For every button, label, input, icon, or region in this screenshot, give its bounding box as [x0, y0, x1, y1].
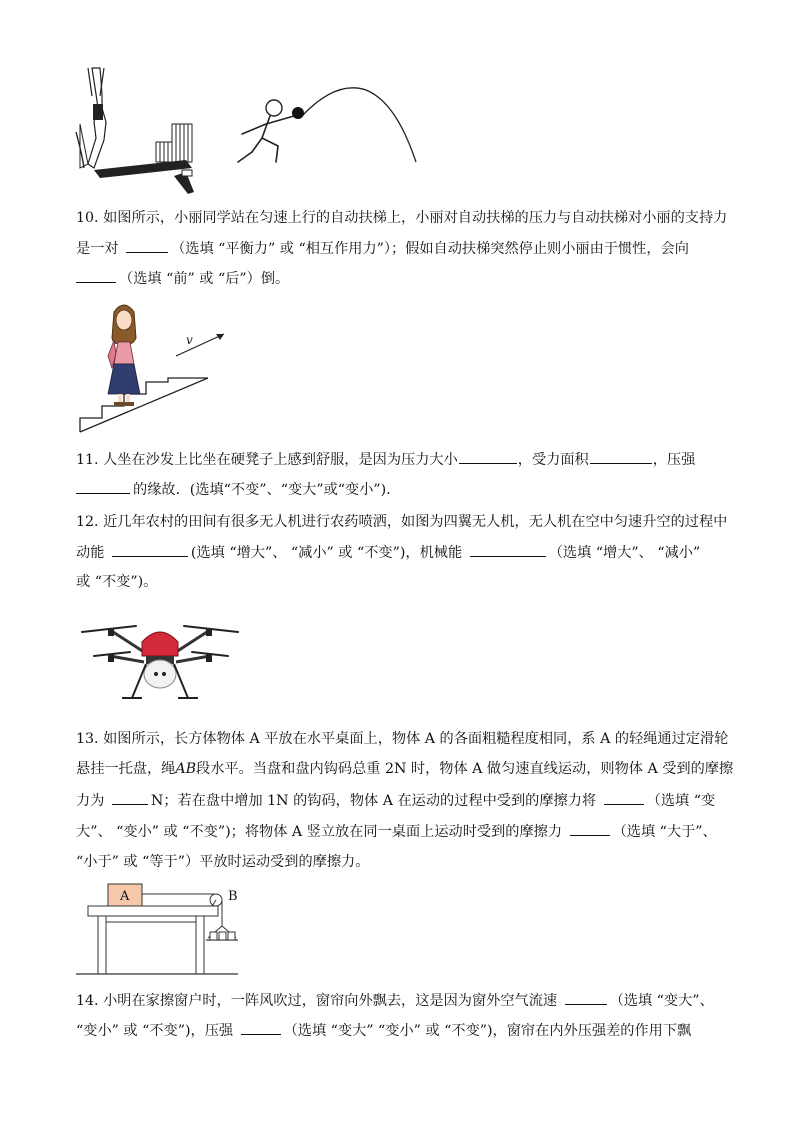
- answer-blank[interactable]: [241, 1020, 281, 1035]
- q11-text: 的缘故．(选填“不变”、“变大”或“变小”)．: [133, 482, 401, 498]
- answer-blank[interactable]: [470, 542, 546, 557]
- answer-blank[interactable]: [76, 479, 130, 494]
- q13-text: （选填 “大于”、: [612, 824, 717, 840]
- q12-line-1: 12. 近几年农村的田间有很多无人机进行农药喷洒，如图为四翼无人机，无人机在空中匀速升空的过程中: [76, 514, 728, 530]
- q14-text: （选填 “变大” “变小” 或 “不变”)，窗帘在内外压强差的作用下飘: [283, 1023, 692, 1039]
- q10-line-1: 10. 如图所示，小丽同学站在匀速上行的自动扶梯上，小丽对自动扶梯的压力与自动扶梯对小丽的支持力: [76, 210, 728, 226]
- q13-line-2: [76, 759, 733, 779]
- point-b-label: B: [228, 889, 238, 904]
- answer-blank[interactable]: [590, 449, 652, 464]
- q14-text: （选填 “变大”、: [609, 993, 714, 1009]
- q11-text: ，受力面积: [517, 452, 589, 468]
- q13-text: 悬挂一托盘，绳: [76, 761, 176, 777]
- q10-text: （选填 “前” 或 “后”）倒。: [119, 271, 290, 287]
- q14-line-2: [76, 1020, 691, 1041]
- drone-figure: [80, 612, 240, 708]
- q10-line-2: [76, 238, 689, 259]
- q10-text: （选填 “平衡力” 或 “相互作用力”）；假如自动扶梯突然停止则小丽由于惯性，会向: [171, 241, 689, 257]
- q13-text: 大”、 “变小” 或 “不变”)；将物体 A 竖立放在同一桌面上运动时受到的摩擦力: [76, 824, 563, 840]
- q12-line-3: 或 “不变”)。: [76, 574, 158, 590]
- q13-line-4: [76, 821, 717, 842]
- answer-blank[interactable]: [112, 790, 148, 805]
- q14-text: “变小” 或 “不变”)，压强: [76, 1023, 234, 1039]
- q12-text: (选填 “增大”、 “减小” 或 “不变”)，机械能: [190, 545, 463, 561]
- answer-blank[interactable]: [76, 268, 116, 283]
- q10-line-3: [76, 268, 289, 289]
- q11-text: 11. 人坐在沙发上比坐在硬凳子上感到舒服，是因为压力大小: [76, 452, 458, 468]
- answer-blank[interactable]: [112, 542, 188, 557]
- q12-line-2: [76, 542, 700, 563]
- q14-text: 14. 小明在家擦窗户时，一阵风吹过，窗帘向外飘去，这是因为窗外空气流速: [76, 993, 558, 1009]
- q13-text: 段水平。当盘和盘内钩码总重 2N 时，物体 A 做匀速直线运动，则物体 A 受到的摩擦: [196, 761, 734, 777]
- q13-text: 力为: [76, 793, 105, 809]
- block-a-label: A: [120, 889, 130, 904]
- q10-text: 是一对: [76, 241, 119, 257]
- answer-blank[interactable]: [565, 990, 607, 1005]
- escalator-figure: [78, 298, 238, 434]
- q13-text: （选填 “变: [646, 793, 716, 809]
- q11-line-2: [76, 479, 400, 500]
- diving-figure: [74, 64, 204, 196]
- q11-text: ，压强: [652, 452, 696, 468]
- q12-text: 动能: [76, 545, 105, 561]
- q13-line-5: “小于” 或 “等于”）平放时运动受到的摩擦力。: [76, 854, 370, 870]
- answer-blank[interactable]: [459, 449, 517, 464]
- answer-blank[interactable]: [604, 790, 644, 805]
- answer-blank[interactable]: [570, 821, 610, 836]
- q13-text: AB: [175, 761, 196, 777]
- q12-text: （选填 “增大”、 “减小”: [548, 545, 701, 561]
- q13-line-3: [76, 790, 715, 811]
- throwing-figure: [236, 90, 418, 170]
- q14-line-1: [76, 990, 714, 1011]
- q13-line-1: 13. 如图所示，长方体物体 A 平放在水平桌面上，物体 A 的各面粗糙程度相同，系 A 的轻绳通过定滑轮: [76, 731, 729, 747]
- q11-line-1: [76, 449, 695, 470]
- answer-blank[interactable]: [126, 238, 168, 253]
- q13-text: N；若在盘中增加 1N 的钩码，物体 A 在运动的过程中受到的摩擦力将: [150, 793, 597, 809]
- table-pulley-figure: [76, 880, 246, 980]
- velocity-label: v: [186, 333, 193, 347]
